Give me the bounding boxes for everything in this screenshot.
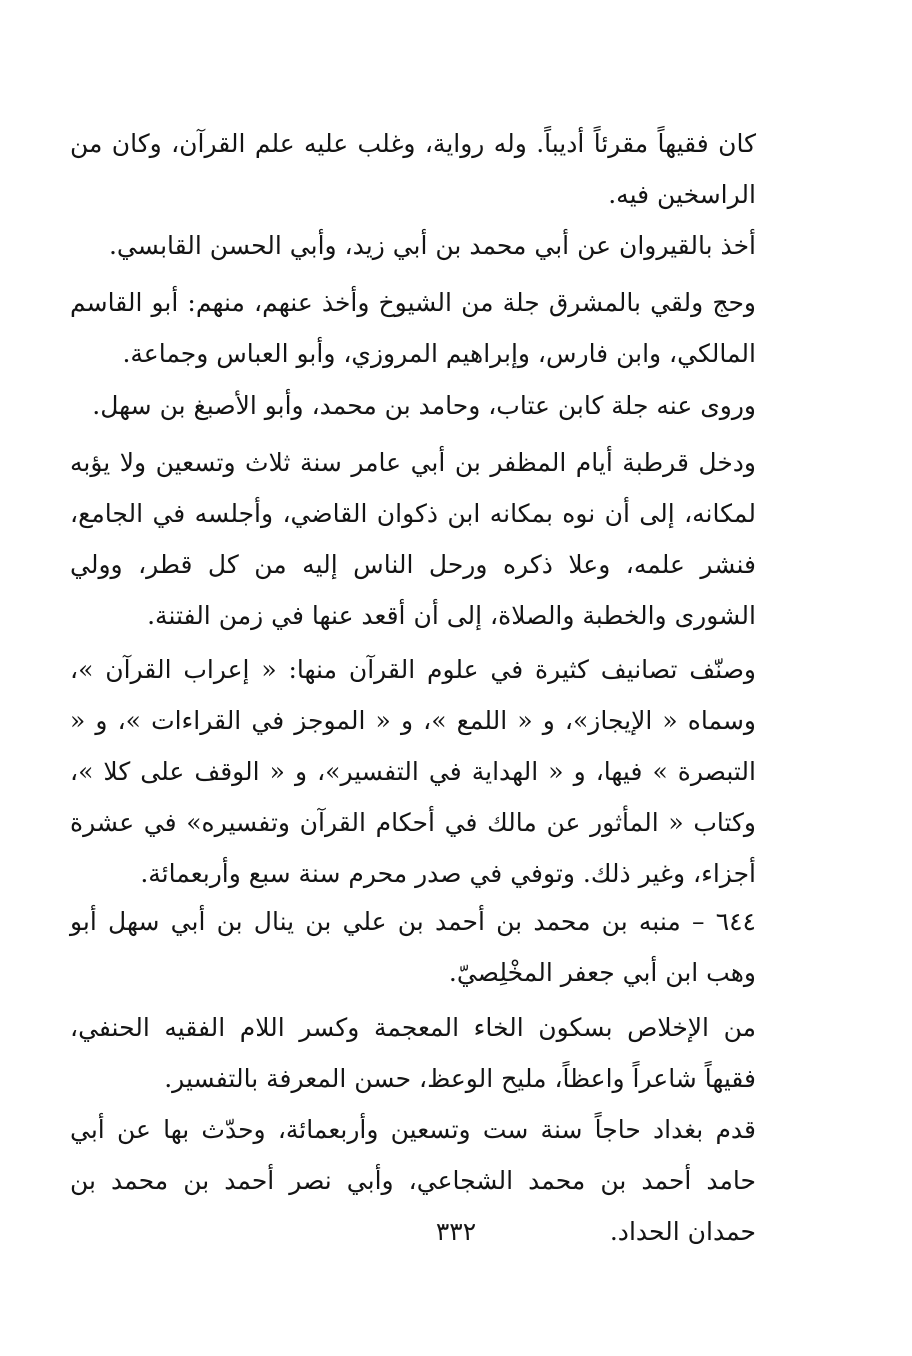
- entry-heading-644: ٦٤٤ – منبه بن محمد بن أحمد بن علي بن ينال بن أبي سهل أبو وهب ابن أبي جعفر المخْلِصيّ.: [70, 907, 756, 987]
- paragraph-baghdad: قدم بغداد حاجاً سنة ست وتسعين وأربعمائة، وحدّث بها عن أبي حامد أحمد بن محمد الشجاعي، وأبي نصر أحمد بن محمد بن حمدان الحداد.: [70, 1115, 756, 1246]
- paragraph-teachers-qayrawan: أخذ بالقيروان عن أبي محمد بن أبي زيد، وأبي الحسن القابسي.: [108, 231, 756, 260]
- page-number: ٣٣٢: [435, 1217, 477, 1246]
- paragraph-works: وصنّف تصانيف كثيرة في علوم القرآن منها: « إعراب القرآن »، وسماه « الإيجاز»، و « اللمع »، و « الموجز في القراءات »، و « التبصرة » فيها، و « الهداية في التفسير»، و « الوقف على كلا »، وكتاب « المأثور عن مالك في أحكام القرآن وتفسيره» في عشرة أجزاء، وغير ذلك. وتوفي في صدر محرم سنة سبع وأربعمائة.: [70, 655, 756, 888]
- paragraph-biography-intro: كان فقيهاً مقرئاً أديباً. وله رواية، وغلب عليه علم القرآن، وكان من الراسخين فيه.: [70, 129, 756, 209]
- paragraph-students: وروى عنه جلة كابن عتاب، وحامد بن محمد، وأبو الأصبغ بن سهل.: [92, 391, 756, 420]
- paragraph-hajj-teachers: وحج ولقي بالمشرق جلة من الشيوخ وأخذ عنهم، منهم: أبو القاسم المالكي، وابن فارس، وإبراهيم المروزي، وأبو العباس وجماعة.: [70, 288, 756, 368]
- paragraph-nisba: من الإخلاص بسكون الخاء المعجمة وكسر اللام الفقيه الحنفي، فقيهاً شاعراً واعظاً، مليح الوعظ، حسن المعرفة بالتفسير.: [70, 1013, 756, 1093]
- paragraph-cordoba: ودخل قرطبة أيام المظفر بن أبي عامر سنة ثلاث وتسعين ولا يؤبه لمكانه، إلى أن نوه بمكانه ابن ذكوان القاضي، وأجلسه في الجامع، فنشر علمه، وعلا ذكره ورحل الناس إليه من كل قطر، وولي الشورى والخطبة والصلاة، إلى أن أقعد عنها في زمن الفتنة.: [70, 448, 756, 630]
